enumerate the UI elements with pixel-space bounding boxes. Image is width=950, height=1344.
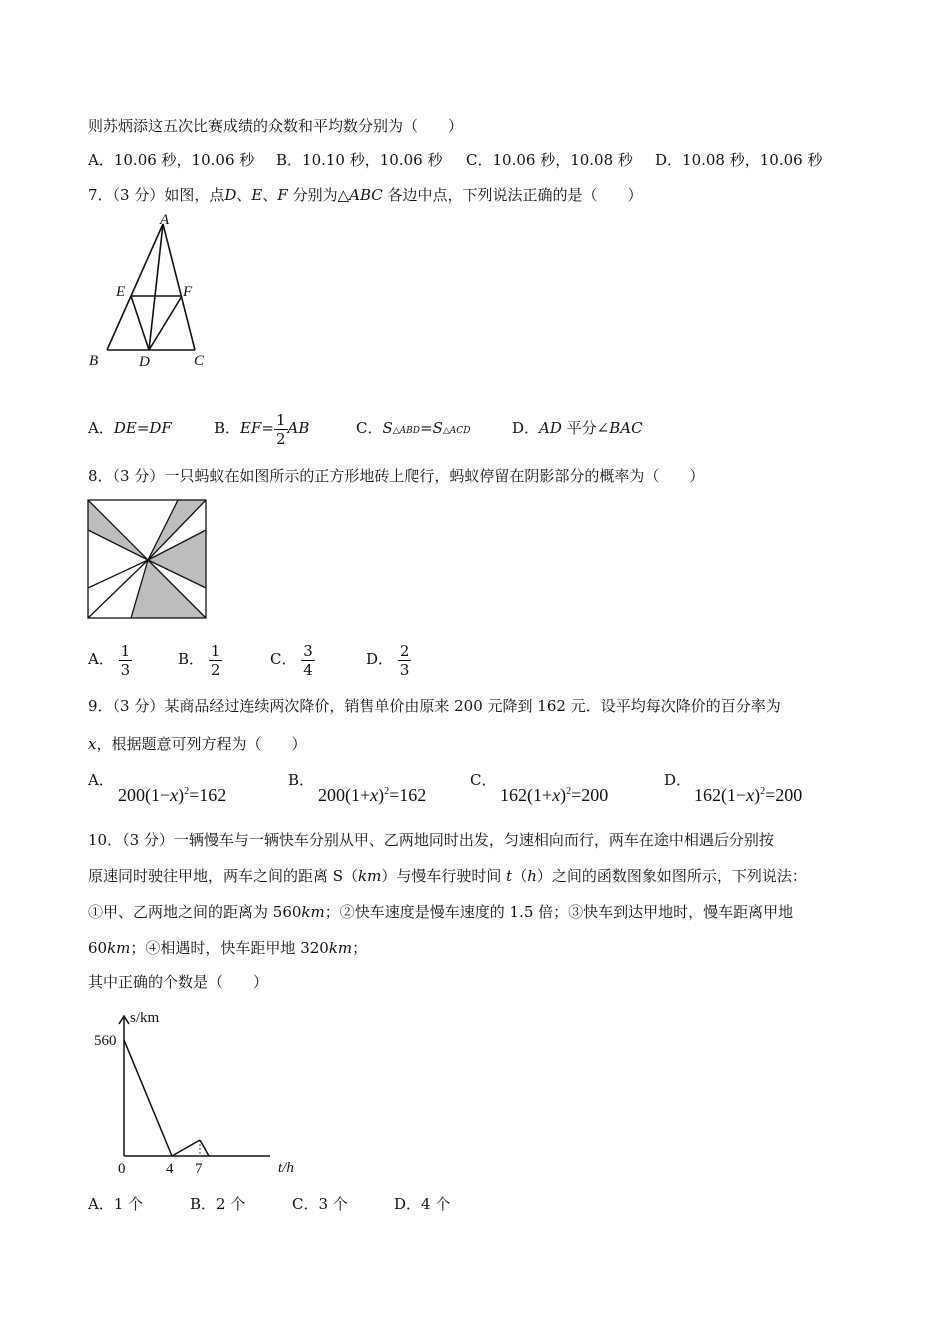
- q9-option-b-letter: B．: [288, 771, 315, 789]
- q9-option-c-letter: C．: [470, 771, 497, 789]
- q9-option-a-letter: A．: [88, 771, 114, 789]
- q6-option-c: C．10.06 秒，10.08 秒: [466, 151, 633, 169]
- label-d: D: [139, 354, 150, 370]
- q8-option-a: A． $\frac{1}{3}$: [88, 641, 131, 679]
- label-a: A: [160, 212, 170, 228]
- x-axis-label: t/h: [278, 1160, 294, 1176]
- label-b: B: [89, 353, 99, 369]
- q8-option-c: C． $\frac{3}{4}$: [270, 641, 313, 679]
- q6-option-b: B．10.10 秒，10.06 秒: [276, 151, 443, 169]
- graph-segment-2: [172, 1140, 200, 1156]
- q10-line2: 原速同时驶往甲地，两车之间的距离 S（km）与慢车行驶时间 t（h）之间的函数图象如图所示，下列说法：: [88, 867, 807, 885]
- q6-option-d: D．10.08 秒，10.06 秒: [655, 151, 823, 169]
- y-tick-560: 560: [94, 1033, 117, 1049]
- q10-option-d: D．4 个: [394, 1195, 451, 1213]
- q9-stem-line1: 9．（3 分）某商品经过连续两次降价，销售单价由原来 200 元降到 162 元．设平均每次降价的百分率为: [88, 697, 781, 715]
- q10-distance-graph: [88, 1004, 308, 1180]
- x-tick-7: 7: [195, 1161, 203, 1177]
- q8-tile-figure: [86, 498, 210, 622]
- label-f: F: [183, 284, 193, 300]
- q10-line1: 10．（3 分）一辆慢车与一辆快车分别从甲、乙两地同时出发，匀速相向而行，两车在途中相遇后分别按: [88, 831, 774, 849]
- x-tick-4: 4: [166, 1161, 174, 1177]
- q8-stem: 8．（3 分）一只蚂蚁在如图所示的正方形地砖上爬行，蚂蚁停留在阴影部分的概率为（ ）: [88, 467, 705, 485]
- q6-option-a: A．10.06 秒，10.06 秒: [88, 151, 255, 169]
- q10-line3: ①甲、乙两地之间的距离为 560km；②快车速度是慢车速度的 1.5 倍；③快车到达甲地时，慢车距离甲地: [88, 903, 794, 921]
- q10-line5: 其中正确的个数是（ ）: [88, 973, 269, 991]
- q9-option-d: $162(1-x)^2=200$: [694, 785, 803, 805]
- q7-option-a: A．DE=DF: [88, 419, 172, 437]
- q8-option-b: B． $\frac{1}{2}$: [178, 641, 221, 679]
- graph-segment-1: [124, 1040, 172, 1156]
- q6-stem: 则苏炳添这五次比赛成绩的众数和平均数分别为（ ）: [88, 117, 464, 135]
- segment-ed: [131, 296, 149, 350]
- q7-option-d: D．AD 平分∠BAC: [512, 419, 643, 437]
- q9-option-d-letter: D．: [664, 771, 692, 789]
- q10-option-a: A．1 个: [88, 1195, 144, 1213]
- graph-segment-3: [200, 1140, 209, 1156]
- label-e: E: [116, 284, 126, 300]
- q7-option-c: C．S△ABD=S△ACD: [356, 419, 471, 437]
- q10-line4: 60km；④相遇时，快车距甲地 320km；: [88, 939, 368, 957]
- q10-option-c: C．3 个: [292, 1195, 348, 1213]
- q9-option-a: $200(1-x)^2=162$: [118, 785, 227, 805]
- q9-stem-line2: x，根据题意可列方程为（ ）: [88, 735, 307, 753]
- q7-option-b: B．EF= $\frac{1}{2}$ AB: [214, 410, 310, 448]
- q9-option-b: $200(1+x)^2=162$: [318, 785, 427, 805]
- label-c: C: [194, 353, 205, 369]
- q7-stem: 7．（3 分）如图，点D、E、F 分别为△ABC 各边中点，下列说法正确的是（ ）: [88, 186, 643, 204]
- q9-option-c: $162(1+x)^2=200$: [500, 785, 609, 805]
- y-axis-label: s/km: [130, 1010, 160, 1026]
- q10-option-b: B．2 个: [190, 1195, 246, 1213]
- x-tick-0: 0: [118, 1161, 126, 1177]
- q8-option-d: D． $\frac{2}{3}$: [366, 641, 410, 679]
- q7-triangle-figure: [85, 212, 215, 372]
